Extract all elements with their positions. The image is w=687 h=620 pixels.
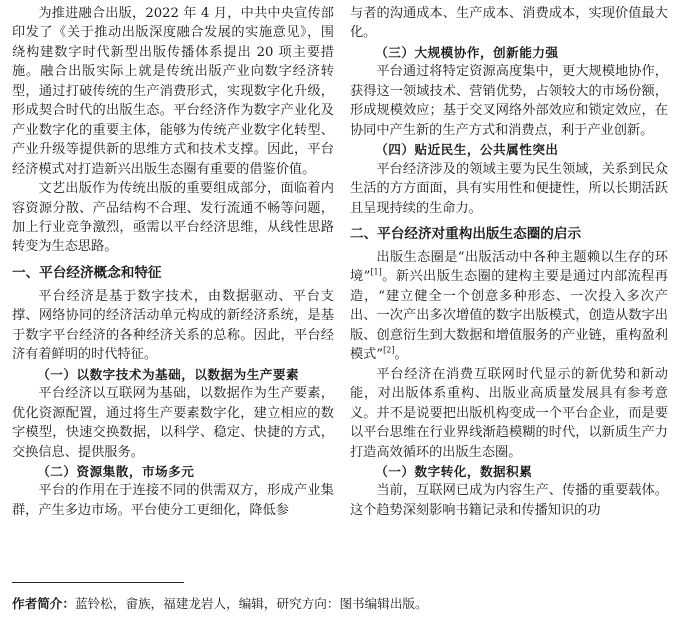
section2-text-c: 。 — [394, 347, 408, 363]
reference-1: [1] — [370, 268, 382, 278]
section2-paragraph-1 — [350, 248, 668, 365]
subheading-5: （一）数字转化，数据积累 — [375, 463, 533, 479]
section2-paragraph-2: 平台经济在消费互联网时代显示的新优势和新动能，对出版体系重构、出版业高质量发展具有参考意义。并不是说要把出版机构变成一个平台企业，而是要以平台思维在行业界线渐趋模糊的时代，以新质生产力打造高效循环的出版生态圈。 — [350, 366, 668, 460]
subheading-2: （二）资源集散，市场多元 — [37, 463, 195, 479]
sub3-paragraph: 平台通过将特定资源高度集中，更大规模地协作，获得这一领域技术、营销优势，占领较大的市场份额，形成规模效应；基于交叉网络外部效应和锁定效应，在协同中产生新的生产方式和消费点，利于产业创新。 — [350, 64, 668, 138]
author-footnote — [12, 596, 672, 612]
subheading-3: （三）大规模协作，创新能力强 — [375, 44, 559, 60]
sub1-paragraph: 平台经济以互联网为基础，以数据作为生产要素，优化资源配置，通过将生产要素数字化，建立相应的数字模型，快速交换数据，以科学、稳定、快捷的方式，交换信息、提供服务。 — [12, 386, 334, 460]
footnote-label: 作者简介： — [12, 596, 75, 611]
sub5-paragraph: 当前，互联网已成为内容生产、传播的重要载体。这个趋势深刻影响书籍记录和传播知识的功 — [350, 483, 668, 518]
section-heading-1: 一、平台经济概念和特征 — [12, 264, 162, 281]
section1-paragraph: 平台经济是基于数字技术，由数据驱动、平台支撑、网络协同的经济活动单元构成的新经济系统，是基于数字平台经济的各种经济关系的总称。因此，平台经济有着鲜明的时代特征。 — [12, 288, 334, 363]
continued-paragraph: 与者的沟通成本、生产成本、消费成本，实现价值最大化。 — [350, 6, 668, 41]
footnote-divider — [12, 582, 184, 583]
intro-paragraph-1: 为推进融合出版，2022 年 4 月，中共中央宣传部印发了《关于推动出版深度融合发展的实施意见》，围绕构建数字时代新型出版传播体系提出 20 项主要措施。融合出版实际上就是传统出版产业向数字经济转型，通过打破传统的生产消费形式，实现数字化升级，形成契合时代的出版生态。平台经济作为数字产业化及产业数字化的重要主体，能够为传统产业数字化转型、产业升级等提供新的思维方式和技术支撑。因此，平台经济模式对打造新兴出版生态圈有重要的借鉴价值。 — [12, 6, 334, 177]
section2-text-b: 。新兴出版生态圈的建构主要是通过内部流程再造，“建立健全一个创意多种形态、一次投入多次产出、一次产出多次增值的数字出版模式，创造从数字出版、创意衍生到大数据和增值服务的产业链，重构盈利模式” — [350, 269, 668, 363]
sub4-paragraph: 平台经济涉及的领域主要为民生领域，关系到民众生活的方方面面，具有实用性和便捷性，所以长期活跃且呈现持续的生命力。 — [350, 161, 668, 216]
right-column — [350, 4, 668, 520]
reference-2: [2] — [383, 345, 395, 355]
intro-paragraph-2: 文艺出版作为传统出版的重要组成部分，面临着内容资源分散、产品结构不合理、发行流通不畅等问题，加上行业竞争激烈，亟需以平台经济思维，从线性思路转变为生态思路。 — [12, 181, 334, 255]
footnote-text: 蓝铃松，畲族，福建龙岩人，编辑，研究方向：图书编辑出版。 — [74, 596, 428, 611]
sub2-paragraph: 平台的作用在于连接不同的供需双方，形成产业集群，产生多边市场。平台使分工更细化，降低参 — [12, 483, 334, 518]
left-column — [12, 4, 334, 520]
subheading-1: （一）以数字技术为基础，以数据为生产要素 — [37, 366, 300, 382]
section2-text-a: 出版生态圈是“出版活动中各种主题赖以生存的环境” — [350, 249, 668, 285]
subheading-4: （四）贴近民生，公共属性突出 — [375, 142, 559, 158]
section-heading-2: 二、平台经济对重构出版生态圈的启示 — [350, 225, 582, 242]
